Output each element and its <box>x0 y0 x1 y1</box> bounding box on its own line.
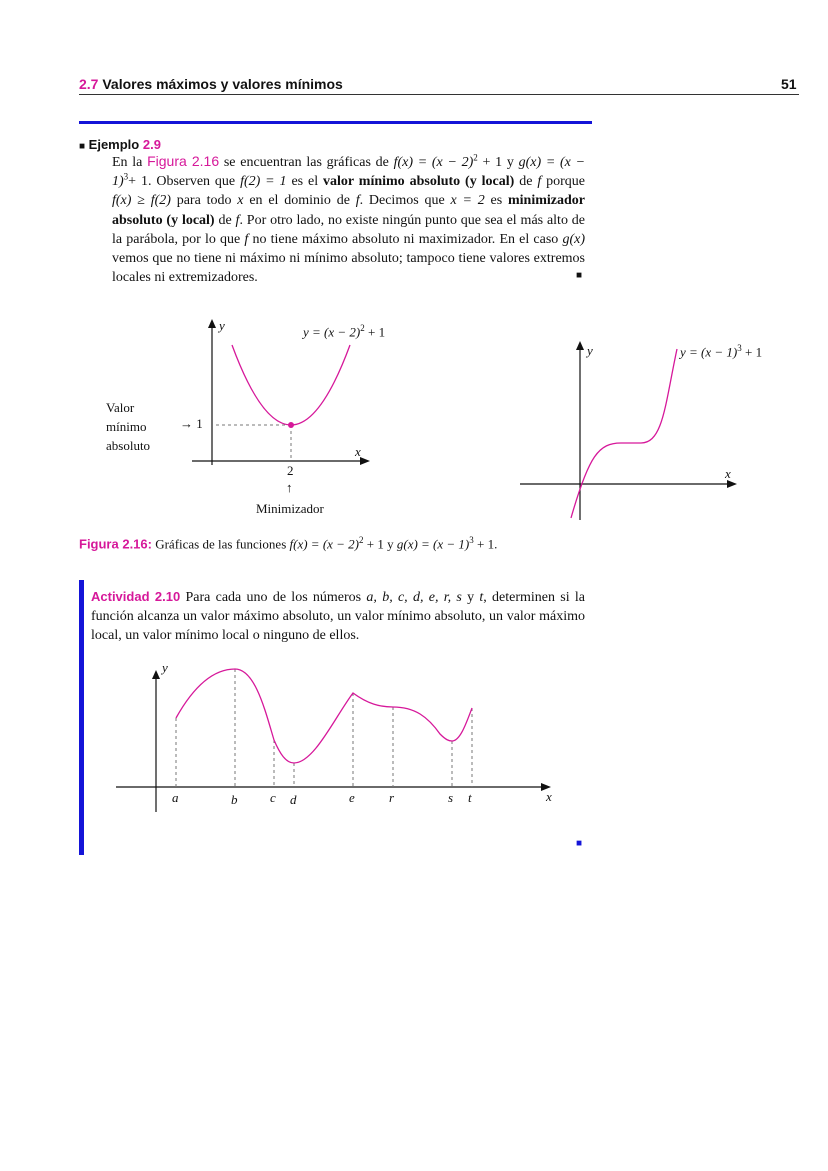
left-curve-label <box>303 323 385 340</box>
page-number: 51 <box>781 76 797 92</box>
arrow-one-label: → 1 <box>180 416 203 431</box>
math-f: f <box>537 174 542 190</box>
tick-letter: e <box>349 790 355 805</box>
caption-f-def: f(x) = (x − 2) <box>289 536 360 552</box>
example-text: porque <box>546 174 586 190</box>
curve-label-exp: 2 <box>360 323 365 333</box>
axis-label: y <box>219 318 225 333</box>
tick-letter: c <box>270 790 276 805</box>
y-axis-arrowhead <box>152 670 160 679</box>
tick-letter: d <box>290 792 297 807</box>
axis-label: y <box>162 660 168 675</box>
example-top-rule <box>79 121 592 124</box>
min-label-line: absoluto <box>106 438 151 453</box>
caption-g-def: g(x) = (x − 1) <box>396 536 470 552</box>
activity-text: y <box>467 590 475 605</box>
tick-label-s <box>448 790 453 806</box>
math-g-definition: g(x) = <box>518 155 556 170</box>
math-g-base: (x − 1) <box>112 155 586 190</box>
example-text: + 1. Observen que <box>128 174 236 190</box>
min-label-line: Valor <box>106 400 135 415</box>
math-exponent: 3 <box>123 171 129 182</box>
caption-text: + 1. <box>477 536 498 552</box>
right-y-label <box>587 343 593 359</box>
activity-x-label <box>546 789 552 805</box>
curve-label-text: y = (x − 1) <box>680 344 738 360</box>
axis-label: y <box>587 343 593 358</box>
math-inequality: f(x) ≥ f(2) <box>112 193 171 209</box>
minimizer-label: Minimizador <box>256 501 324 516</box>
math-f: f <box>235 212 240 228</box>
figure-reference-link[interactable]: Figura 2.16 <box>147 153 220 169</box>
example-text: + 1 y <box>482 155 514 170</box>
tick-letter: s <box>448 790 454 805</box>
math-f: f <box>244 231 249 247</box>
example-label: Ejemplo <box>88 137 140 152</box>
tick-label-e <box>349 790 355 806</box>
activity-text: Para cada uno de los números <box>185 590 362 605</box>
section-title: Valores máximos y valores mínimos <box>102 76 343 92</box>
curve-label-tail: + 1 <box>741 344 763 360</box>
example-text: En la <box>112 155 143 170</box>
activity-label: Actividad 2.10 <box>91 589 181 604</box>
min-value-label <box>106 398 150 455</box>
example-text: es <box>490 193 503 209</box>
caption-text: Gráficas de las funciones <box>155 536 287 552</box>
math-x-equals-2: x = 2 <box>450 193 485 209</box>
axis-label: x <box>355 444 361 459</box>
min-label-line: mínimo <box>106 419 147 434</box>
right-x-label <box>725 466 731 482</box>
axis-label: x <box>546 789 552 804</box>
tick-label-r <box>389 790 394 806</box>
example-body <box>112 152 585 287</box>
example-text: no tiene máximo absoluto ni maximizador. En el caso <box>252 231 559 247</box>
curve-label-tail: + 1 <box>364 324 386 340</box>
tick-label-a <box>172 790 179 806</box>
example-marker: ■ <box>79 141 86 152</box>
example-text: . Decimos que <box>359 193 445 209</box>
math-f-of-2: f(2) = 1 <box>240 174 287 190</box>
bold-term-absolute-minimizer: minimizador absoluto (y local) <box>112 193 585 228</box>
activity-side-bar <box>79 580 84 855</box>
y-axis-arrowhead <box>576 341 584 350</box>
tick-letter: b <box>231 792 238 807</box>
example-text: se encuentran las gráficas de <box>223 155 389 170</box>
section-number: 2.7 <box>79 76 99 92</box>
tick-label-c <box>270 790 276 806</box>
example-text: de <box>519 174 533 190</box>
x-axis-arrowhead <box>360 457 370 465</box>
tick-label-t <box>468 790 472 806</box>
example-text: es el <box>291 174 319 190</box>
header-rule <box>79 94 799 95</box>
math-f-definition: f(x) = (x − 2) <box>393 155 474 170</box>
example-heading <box>79 137 161 152</box>
parabola-curve <box>232 345 350 425</box>
cubic-curve <box>571 349 677 518</box>
tick-letter: t <box>468 790 472 805</box>
example-text: en el dominio de <box>249 193 350 209</box>
curve-label-text: y = (x − 2) <box>303 324 361 340</box>
math-exponent: 2 <box>473 152 478 163</box>
math-x: x <box>237 193 244 209</box>
activity-letter-t: t <box>479 590 484 605</box>
tick-label-d <box>290 792 297 808</box>
minimum-point <box>288 422 294 428</box>
activity-curve <box>176 669 472 763</box>
caption-exp: 3 <box>469 535 474 545</box>
tick-letter: r <box>389 790 395 805</box>
figure-caption <box>79 535 497 552</box>
bold-term-absolute-minimum: valor mínimo absoluto (y local) <box>323 174 515 190</box>
caption-exp: 2 <box>359 535 364 545</box>
activity-letters: a, b, c, d, e, r, s <box>366 590 462 605</box>
example-text: de <box>218 212 232 228</box>
right-curve-label <box>680 343 762 360</box>
axis-label: x <box>725 466 731 481</box>
example-text: vemos que no tiene ni máximo ni mínimo absoluto; tampoco tiene valores extremos locales ni extremizadores. <box>112 251 585 286</box>
running-header <box>79 76 343 92</box>
figure-cubic <box>515 335 745 525</box>
activity-body <box>91 587 585 646</box>
example-text: para todo <box>176 193 232 209</box>
tick-2-label: 2 <box>287 463 294 478</box>
activity-end-marker: ■ <box>576 838 583 849</box>
caption-text: + 1 y <box>366 536 394 552</box>
caption-label: Figura 2.16: <box>79 536 152 552</box>
tick-label-b <box>231 792 238 808</box>
activity-text: , determinen si la función alcanza un valor máximo absoluto, un valor mínimo absoluto, un valor máximo local, un valor mínimo local o ninguno de ellos. <box>91 590 586 644</box>
example-end-marker: ■ <box>576 270 583 281</box>
left-y-label <box>219 318 225 334</box>
tick-letter: a <box>172 790 179 805</box>
activity-y-label <box>162 660 168 676</box>
y-axis-arrowhead <box>208 319 216 328</box>
example-number: 2.9 <box>142 137 161 152</box>
example-text: . Por otro lado, no existe ningún punto que sea el más alto de la parábola, por lo que <box>112 212 586 247</box>
curve-label-exp: 3 <box>737 343 742 353</box>
up-arrow-glyph: ↑ <box>286 480 293 495</box>
math-g-of-x: g(x) <box>562 231 586 247</box>
left-x-label <box>355 444 361 460</box>
math-f: f <box>355 193 360 209</box>
